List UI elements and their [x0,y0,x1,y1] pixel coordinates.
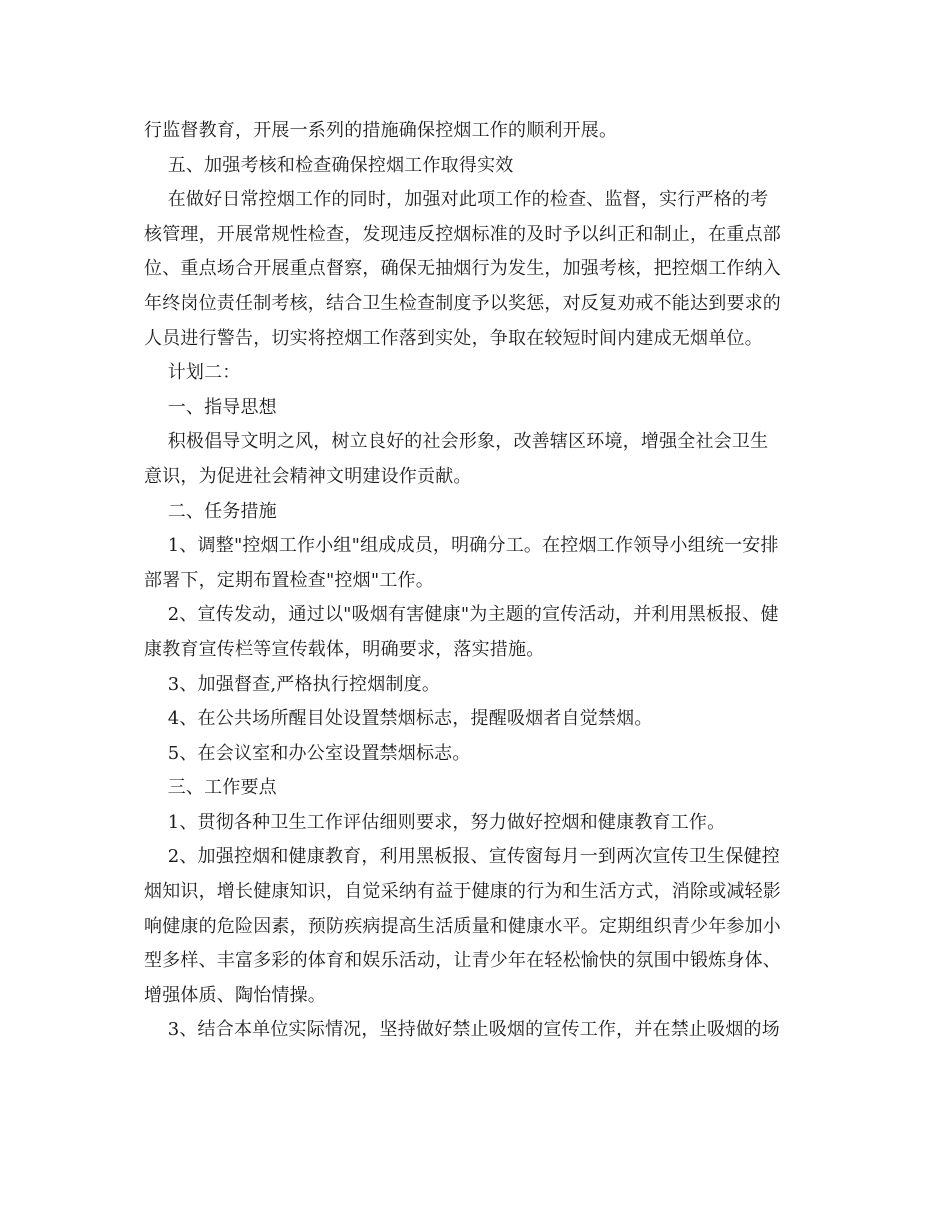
document-line: 一、指导思想 [144,396,277,418]
document-line: 五、加强考核和检查确保控烟工作取得实效 [144,154,514,176]
document-line: 二、任务措施 [144,500,277,522]
document-line: 核管理，开展常规性检查，发现违反控烟标准的及时予以纠正和制止，在重点部 [144,223,781,245]
document-line: 4、在公共场所醒目处设置禁烟标志，提醒吸烟者自觉禁烟。 [144,708,653,730]
document-line: 3、结合本单位实际情况，坚持做好禁止吸烟的宣传工作，并在禁止吸烟的场 [144,1019,780,1041]
document-line: 部署下，定期布置检查"控烟"工作。 [144,569,434,591]
document-line: 行监督教育，开展一系列的措施确保控烟工作的顺利开展。 [144,120,618,141]
document-line: 人员进行警告，切实将控烟工作落到实处，争取在较短时间内建成无烟单位。 [144,327,763,349]
document-line: 三、工作要点 [144,777,277,799]
document-line: 2、宣传发动，通过以"吸烟有害健康"为主题的宣传活动，并利用黑板报、健 [144,604,779,626]
document-line: 1、调整"控烟工作小组"组成成员，明确分工。在控烟工作领导小组统一安排 [144,535,779,557]
document-line: 型多样、丰富多彩的体育和娱乐活动，让青少年在轻松愉快的氛围中锻炼身体、 [144,950,781,972]
document-line: 位、重点场合开展重点督察，确保无抽烟行为发生，加强考核，把控烟工作纳入 [144,258,781,280]
document-line: 年终岗位责任制考核，结合卫生检查制度予以奖惩，对反复劝戒不能达到要求的 [144,292,781,314]
document-line: 3、加强督查,严格执行控烟制度。 [144,673,441,695]
document-line: 增强体质、陶怡情操。 [144,984,326,1006]
document-line: 积极倡导文明之风，树立良好的社会形象，改善辖区环境，增强全社会卫生 [144,431,769,453]
document-line: 康教育宣传栏等宣传载体，明确要求，落实措施。 [144,638,545,660]
document-line: 在做好日常控烟工作的同时，加强对此项工作的检查、监督，实行严格的考 [144,189,769,211]
document-line: 计划二： [144,362,241,384]
document-line: 1、贯彻各种卫生工作评估细则要求，努力做好控烟和健康教育工作。 [144,811,726,833]
document-line: 响健康的危险因素，预防疾病提高生活质量和健康水平。定期组织青少年参加小 [144,915,781,937]
document-line: 意识，为促进社会精神文明建设作贡献。 [144,465,472,487]
document-line: 5、在会议室和办公室设置禁烟标志。 [144,742,471,764]
document-body [144,114,810,1048]
document-line: 烟知识，增长健康知识，自觉采纳有益于健康的行为和生活方式，消除或减轻影 [144,881,781,903]
document-line: 2、加强控烟和健康教育，利用黑板报、宣传窗每月一到两次宣传卫生保健控 [144,846,780,868]
